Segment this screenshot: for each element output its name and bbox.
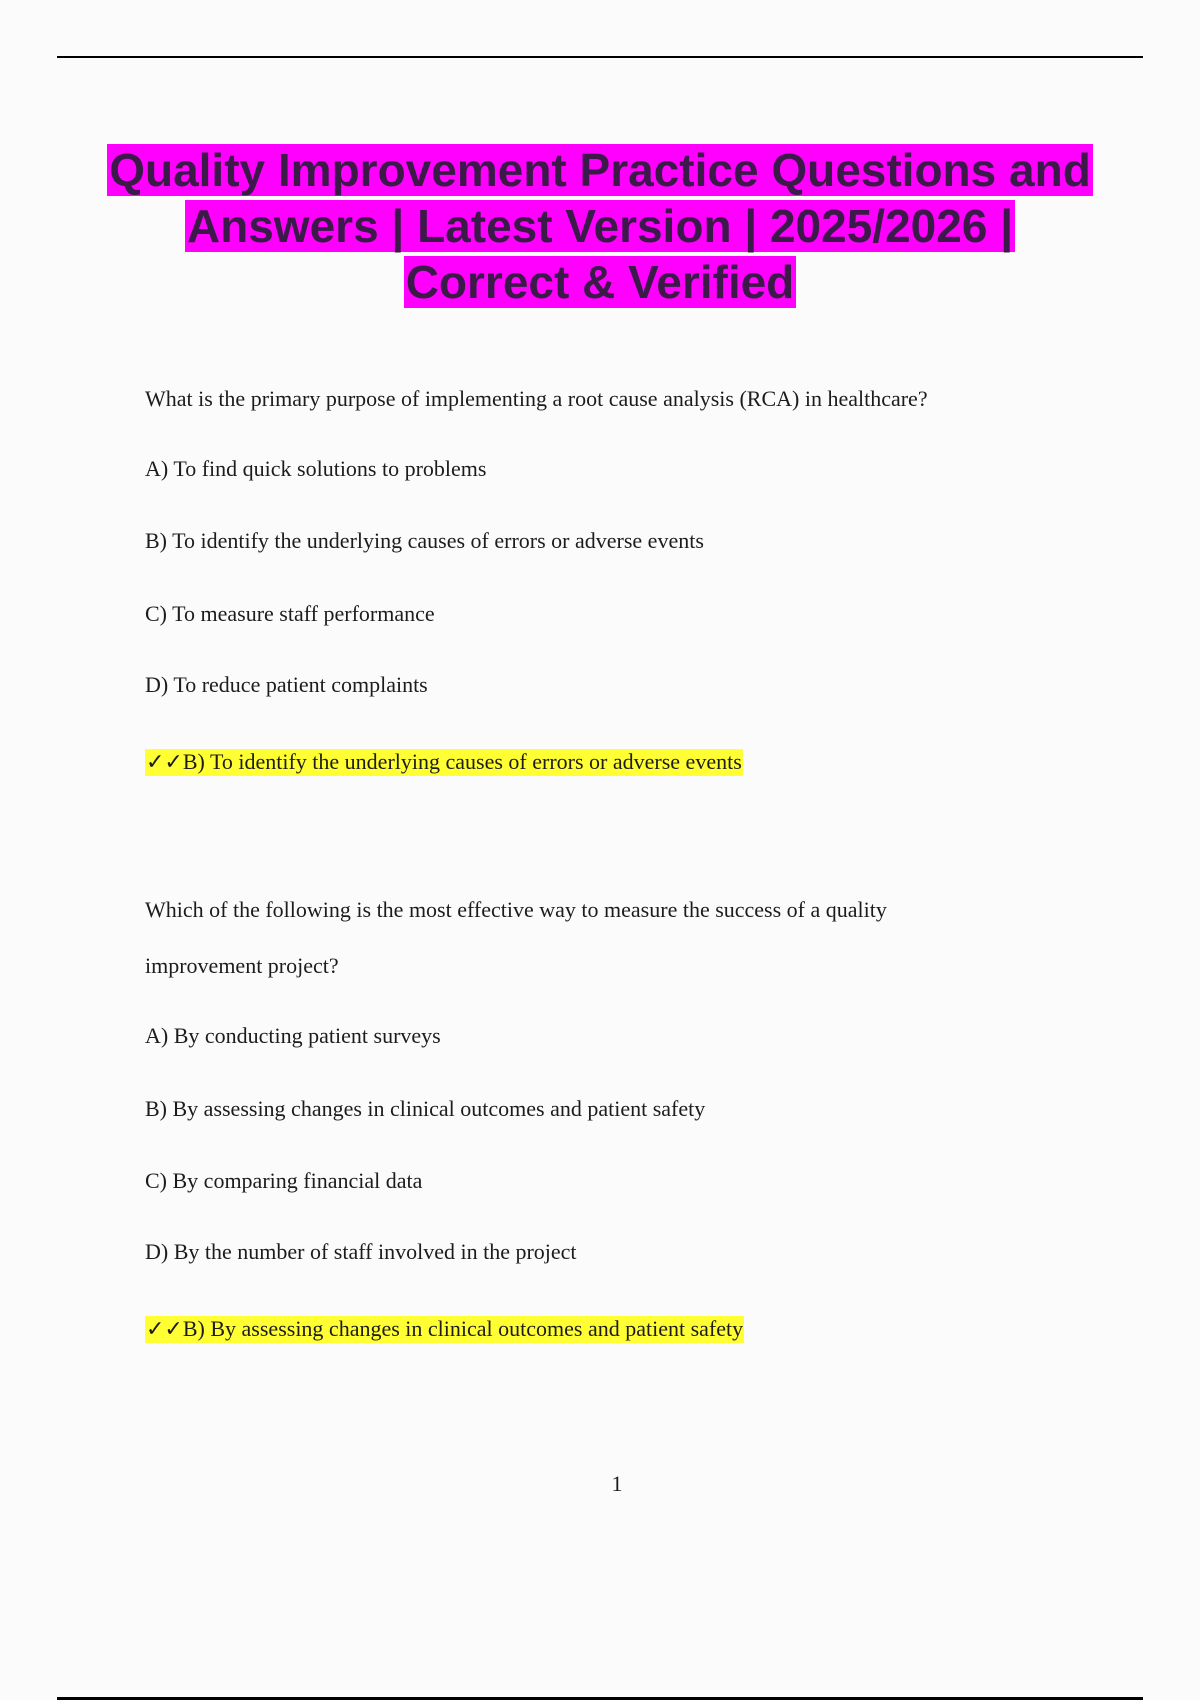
question-1-text: What is the primary purpose of implementing a root cause analysis (RCA) in healthcare? (145, 386, 928, 411)
question-1-answer-highlight: ✓✓B) To identify the underlying causes of errors or adverse events (146, 749, 742, 774)
page-number: 1 (611, 1471, 623, 1496)
question-2-answer-highlight: ✓✓B) By assessing changes in clinical outcomes and patient safety (146, 1316, 744, 1341)
question-1-option-d: D) To reduce patient complaints (145, 672, 428, 697)
question-2-option-b: B) By assessing changes in clinical outcomes and patient safety (145, 1096, 706, 1121)
question-2-text-line-2: improvement project? (145, 953, 339, 978)
top-rule (57, 56, 1143, 58)
question-2-option-d: D) By the number of staff involved in the project (145, 1239, 577, 1264)
question-1-option-c: C) To measure staff performance (145, 601, 435, 626)
question-2-text-line-1: Which of the following is the most effective way to measure the success of a quality (145, 897, 887, 922)
title-highlight: Quality Improvement Practice Questions and Answers | Latest Version | 2025/2026 | Correct & Verified (109, 144, 1091, 308)
question-1-option-b: B) To identify the underlying causes of errors or adverse events (145, 528, 704, 553)
question-2-option-a: A) By conducting patient surveys (145, 1023, 441, 1048)
page-title (100, 142, 1100, 310)
question-1-option-a: A) To find quick solutions to problems (145, 456, 487, 481)
question-1-answer (145, 747, 743, 777)
question-2-answer (145, 1314, 744, 1344)
question-2-option-c: C) By comparing financial data (145, 1168, 423, 1193)
